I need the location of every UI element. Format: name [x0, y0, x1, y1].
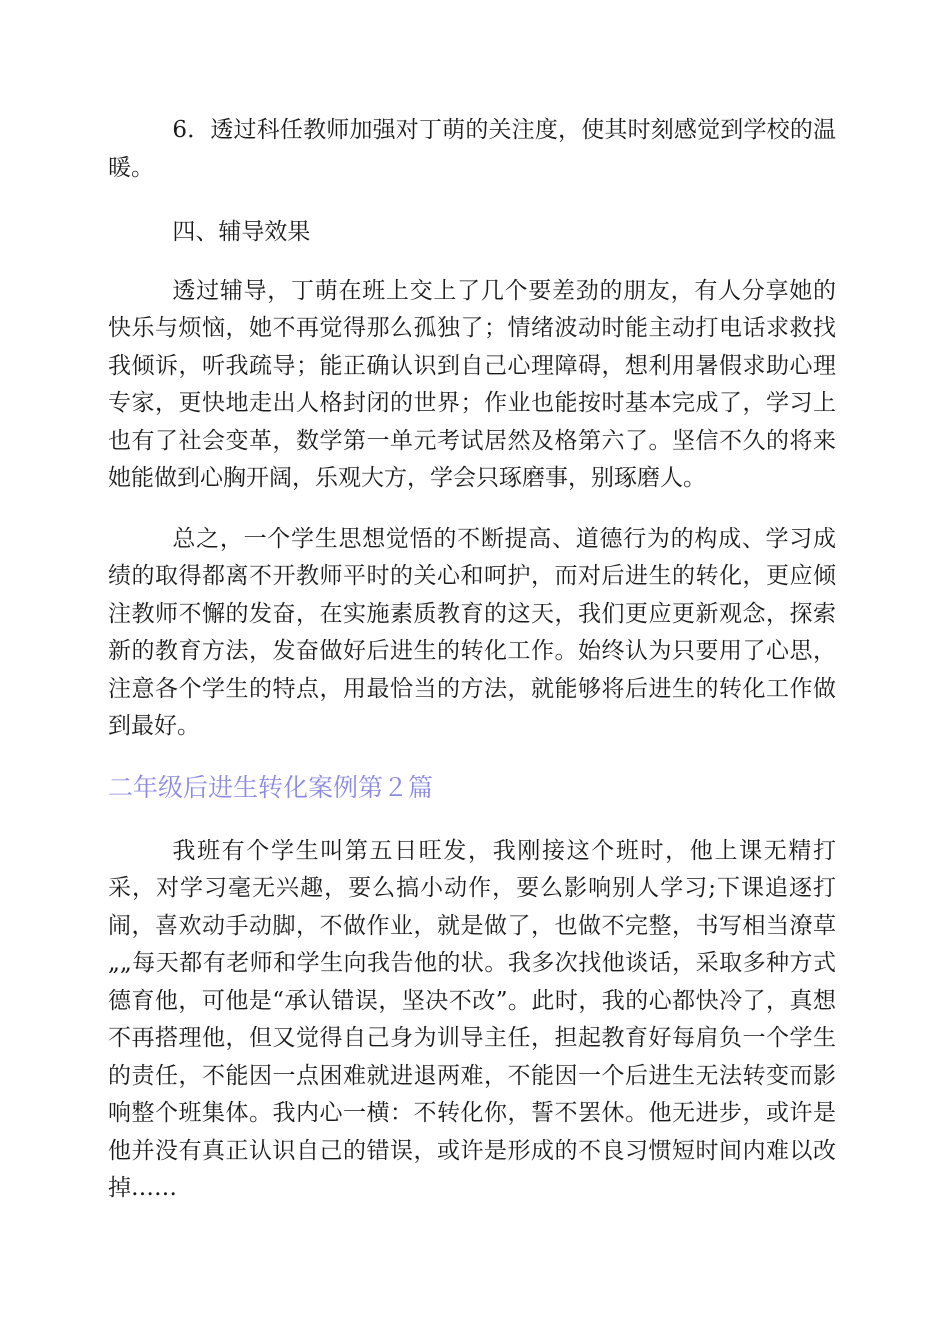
section-title-effect: 四、辅导效果	[172, 219, 311, 245]
paragraph-summary: 总之，一个学生思想觉悟的不断提高、道德行为的构成、学习成绩的取得都离不开教师平时的关心和呵护，而对后进生的转化，更应倾注教师不懈的发奋，在实施素质教育的这天，我们更应更新观念，探索新的教育方法，发奋做好后进生的转化工作。始终认为只要用了心思，注意各个学生的特点，用最恰当的方法，就能够将后进生的转化工作做到最好。	[108, 525, 836, 739]
article-heading: 二年级后进生转化案例第２篇	[108, 772, 434, 802]
document-page	[108, 112, 836, 1208]
paragraph-item-6: 6．透过科任教师加强对丁萌的关注度，使其时刻感觉到学校的温暖。	[108, 117, 836, 181]
paragraph-case-2: 我班有个学生叫第五日旺发，我刚接这个班时，他上课无精打采，对学习毫无兴趣，要么搞小动作，要么影响别人学习;下课追逐打闹，喜欢动手动脚，不做作业，就是做了，也做不完整，书写相当潦草„„每天都有老师和学生向我告他的状。我多次找他谈话，采取多种方式德育他，可他是“承认错误，坚决不改”。此时，我的心都快冷了，真想不再搭理他，但又觉得自己身为训导主任，担起教育好每肩负一个学生的责任，不能因一点困难就进退两难，不能因一个后进生无法转变而影响整个班集体。我内心一横：不转化你，誓不罢休。他无进步，或许是他并没有真正认识自己的错误，或许是形成的不良习惯短时间内难以改掉……	[108, 837, 836, 1201]
paragraph-effect: 透过辅导，丁萌在班上交上了几个要差劲的朋友，有人分享她的快乐与烦恼，她不再觉得那么孤独了；情绪波动时能主动打电话求救找我倾诉，听我疏导；能正确认识到自己心理障碍，想利用暑假求助心理专家，更快地走出人格封闭的世界；作业也能按时基本完成了，学习上也有了社会变革，数学第一单元考试居然及格第六了。坚信不久的将来她能做到心胸开阔，乐观大方，学会只琢磨事，别琢磨人。	[108, 277, 836, 491]
